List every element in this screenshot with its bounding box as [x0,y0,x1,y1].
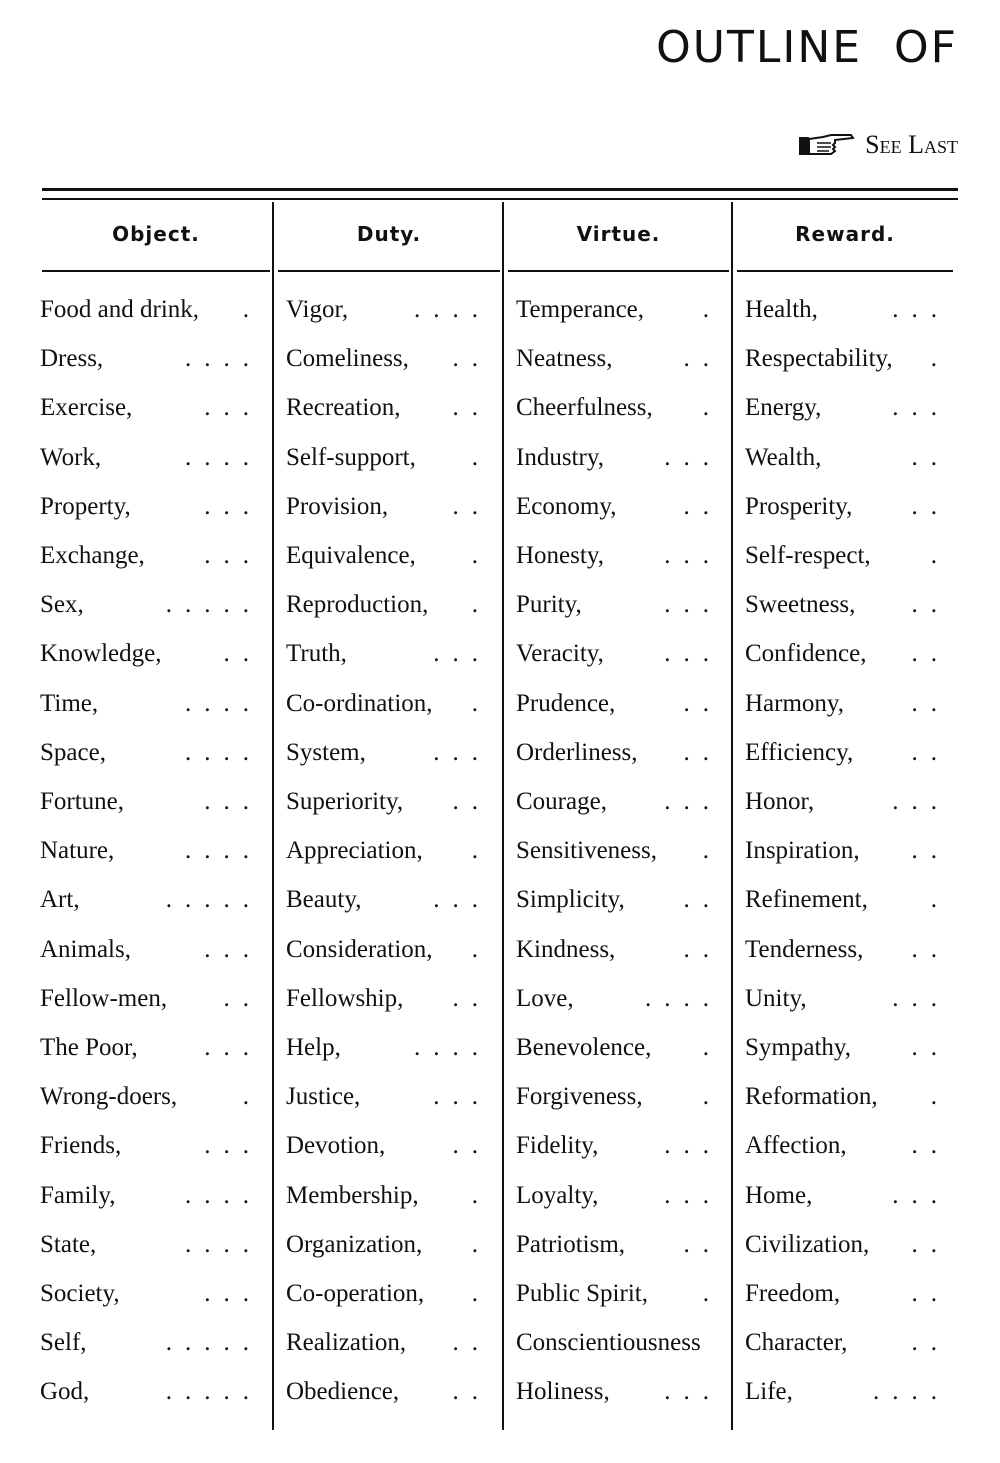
table-row [0,536,1000,585]
cell-duty: Self-support, . [286,443,491,471]
top-rule-thick [42,188,958,191]
cell-object: Fellow-men, .. [40,984,262,1012]
cell-reward: Sweetness, .. [745,591,950,619]
table-row [0,782,1000,831]
cell-virtue: Simplicity, .. [516,886,722,914]
cell-virtue: Neatness, .. [516,345,722,373]
cell-virtue: Patriotism, .. [516,1230,722,1258]
cell-duty: Appreciation, . [286,837,491,865]
header-reward: Reward. [795,222,895,246]
cell-reward: Life, .... [745,1378,950,1406]
table-row [0,1225,1000,1274]
cell-duty: Superiority, .. [286,788,491,815]
header-duty: Duty. [356,222,422,246]
cell-virtue: Courage, ... [516,788,722,815]
pointing-hand-icon [797,131,857,159]
cell-object: Property, ... [40,492,262,520]
cell-reward: Health, ... [745,296,950,323]
table-row [0,930,1000,979]
cell-object: Fortune, ... [40,788,262,815]
table-row [0,1126,1000,1175]
cell-virtue: Veracity, ... [516,640,722,668]
cell-virtue: Fidelity, ... [516,1132,722,1160]
header-underline-virtue [508,270,729,272]
table-row [0,880,1000,929]
table-row [0,684,1000,733]
cell-virtue: Orderliness, .. [516,738,722,766]
cell-object: Work, .... [40,443,262,471]
table-row [0,1176,1000,1225]
cell-duty: Provision, .. [286,492,491,520]
cell-duty: Justice, ... [286,1083,491,1111]
cell-reward: Honor, ... [745,788,950,815]
cell-object: Exercise, ... [40,394,262,422]
cell-duty: Vigor, .... [286,296,491,323]
cell-object: State, .... [40,1230,262,1258]
header-underline-object [42,270,270,272]
cell-object: The Poor, ... [40,1034,262,1061]
cell-duty: Comeliness, .. [286,345,491,373]
see-last-note [797,130,958,160]
cell-duty: Equivalence, . [286,542,491,569]
cell-virtue: Economy, .. [516,492,722,520]
cell-duty: Help, .... [286,1034,491,1061]
cell-object: Society, ... [40,1280,262,1307]
cell-virtue: Prudence, .. [516,689,722,717]
cell-virtue: Public Spirit, . [516,1280,722,1307]
cell-virtue: Temperance, . [516,296,722,323]
cell-virtue: Sensitiveness, . [516,837,722,865]
table-row [0,634,1000,683]
cell-virtue: Forgiveness, . [516,1083,722,1111]
table-row [0,1274,1000,1323]
cell-reward: Harmony, .. [745,689,950,717]
cell-duty: Beauty, ... [286,886,491,914]
cell-reward: Tenderness, .. [745,935,950,963]
header-underline-duty [278,270,500,272]
cell-virtue: Kindness, .. [516,935,722,963]
cell-object: Nature, .... [40,837,262,865]
cell-object: Animals, ... [40,935,262,963]
cell-reward: Refinement, . [745,886,950,914]
cell-reward: Character, .. [745,1329,950,1357]
cell-reward: Unity, ... [745,984,950,1012]
table-row [0,831,1000,880]
cell-object: Wrong-doers, . [40,1083,262,1111]
cell-duty: Fellowship, .. [286,984,491,1012]
table-row [0,339,1000,388]
cell-reward: Affection, .. [745,1132,950,1160]
cell-object: Art, ..... [40,886,262,914]
cell-duty: Obedience, .. [286,1378,491,1406]
cell-object: Space, .... [40,738,262,766]
cell-virtue: Purity, ... [516,591,722,619]
cell-duty: Consideration, . [286,935,491,963]
cell-reward: Prosperity, .. [745,492,950,520]
cell-reward: Civilization, .. [745,1230,950,1258]
cell-reward: Respectability, . [745,345,950,373]
cell-virtue: Honesty, ... [516,542,722,569]
cell-object: Self, ..... [40,1329,262,1357]
cell-reward: Efficiency, .. [745,738,950,766]
cell-object: Sex, ..... [40,591,262,619]
cell-reward: Sympathy, .. [745,1034,950,1061]
cell-virtue: Cheerfulness, . [516,394,722,422]
table-row [0,733,1000,782]
cell-duty: System, ... [286,738,491,766]
cell-duty: Devotion, .. [286,1132,491,1160]
cell-object: Knowledge, .. [40,640,262,668]
top-rule-thin [42,198,958,200]
cell-virtue: Holiness, ... [516,1378,722,1406]
header-underline-reward [737,270,953,272]
cell-duty: Truth, ... [286,640,491,668]
cell-object: Family, .... [40,1181,262,1209]
cell-duty: Organization, . [286,1230,491,1258]
see-last-text: See Last [865,130,958,159]
cell-duty: Co-ordination, . [286,689,491,717]
cell-duty: Realization, .. [286,1329,491,1357]
cell-reward: Energy, ... [745,394,950,422]
cell-object: God, ..... [40,1378,262,1406]
cell-duty: Membership, . [286,1181,491,1209]
cell-reward: Confidence, .. [745,640,950,668]
cell-duty: Recreation, .. [286,394,491,422]
table-row [0,1372,1000,1421]
cell-object: Dress, .... [40,345,262,373]
table-row [0,1323,1000,1372]
cell-reward: Self-respect, . [745,542,950,569]
cell-virtue: Love, .... [516,984,722,1012]
cell-object: Food and drink, . [40,296,262,323]
table-row [0,585,1000,634]
cell-object: Friends, ... [40,1132,262,1160]
cell-reward: Inspiration, .. [745,837,950,865]
table-row [0,1028,1000,1077]
cell-duty: Co-operation, . [286,1280,491,1307]
cell-reward: Home, ... [745,1181,950,1209]
cell-object: Exchange, ... [40,542,262,569]
cell-reward: Reformation, . [745,1083,950,1111]
cell-reward: Freedom, .. [745,1280,950,1307]
cell-object: Time, .... [40,689,262,717]
table-row [0,979,1000,1028]
table-row [0,388,1000,437]
cell-virtue: Loyalty, ... [516,1181,722,1209]
header-object: Object. [112,222,200,246]
table-row [0,1077,1000,1126]
cell-virtue: Conscientiousness [516,1329,701,1357]
cell-virtue: Industry, ... [516,443,722,471]
cell-reward: Wealth, .. [745,443,950,471]
page-title: OUTLINE OF [656,22,958,73]
header-virtue: Virtue. [576,222,661,246]
table-row [0,487,1000,536]
cell-duty: Reproduction, . [286,591,491,619]
table-row [0,290,1000,339]
table-row [0,438,1000,487]
cell-virtue: Benevolence, . [516,1034,722,1061]
